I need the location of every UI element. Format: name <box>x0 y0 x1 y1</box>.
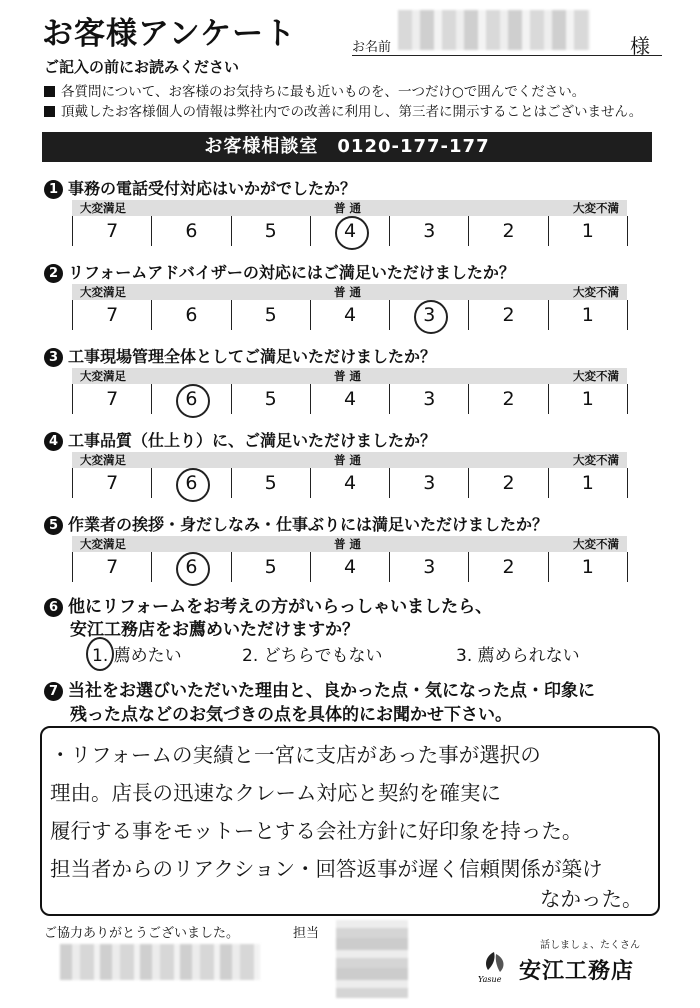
scale-label-left: 大変満足 <box>80 537 126 551</box>
question-number-badge: 2 <box>44 264 63 283</box>
q6-option-3[interactable]: 3. 薦められない <box>456 646 580 666</box>
thanks-message: ご協力ありがとうございました。 <box>44 926 240 941</box>
scale-label-right: 大変不満 <box>573 537 619 551</box>
rating-option-5[interactable]: 5 <box>232 552 311 582</box>
rating-option-1[interactable]: 1 <box>549 216 628 246</box>
company-tagline: 話しましょ、たくさん <box>540 940 640 951</box>
question-1-text: 1 事務の電話受付対応はいかがでしたか？ <box>44 176 356 199</box>
instructions-title: ご記入の前にお読みください <box>44 58 240 76</box>
q6-option-2[interactable]: 2. どちらでもない <box>242 646 383 666</box>
question-number-badge: 1 <box>44 180 63 199</box>
name-label: お名前 <box>352 40 392 55</box>
rating-scale-4 <box>72 452 627 502</box>
rating-option-7[interactable]: 7 <box>73 300 152 330</box>
question-4-text: 4 工事品質（仕上り）に、ご満足いただけましたか？ <box>44 428 436 451</box>
company-name: 安江工務店 <box>519 959 635 984</box>
rating-scale-3 <box>72 368 627 418</box>
rating-option-6[interactable]: 6 <box>152 216 231 246</box>
rating-option-4[interactable]: 4 <box>311 468 390 498</box>
comment-line-5: なかった。 <box>540 887 643 911</box>
comment-line-4: 担当者からのリアクション・回答返事が遅く信頼関係が築け <box>50 857 603 881</box>
scale-label-center: 普 通 <box>334 201 362 215</box>
rating-option-6-selected[interactable]: 6 <box>152 468 231 498</box>
rating-scale-5 <box>72 536 627 586</box>
rating-option-1[interactable]: 1 <box>549 300 628 330</box>
scale-label-center: 普 通 <box>334 369 362 383</box>
rating-option-1[interactable]: 1 <box>549 468 628 498</box>
note-2: 頂戴したお客様個人の情報は弊社内での改善に利用し、第三者に開示することはございません。 <box>44 100 642 120</box>
rating-option-7[interactable]: 7 <box>73 552 152 582</box>
scale-label-center: 普 通 <box>334 285 362 299</box>
redacted-stamp <box>336 920 408 998</box>
staff-label: 担当 <box>293 926 320 941</box>
rating-option-6-selected[interactable]: 6 <box>152 552 231 582</box>
rating-option-5[interactable]: 5 <box>232 468 311 498</box>
rating-options <box>72 384 628 414</box>
name-underline <box>352 55 662 56</box>
rating-option-5[interactable]: 5 <box>232 384 311 414</box>
comment-line-3: 履行する事をモットーとする会社方針に好印象を持った。 <box>50 819 583 843</box>
rating-option-6[interactable]: 6 <box>152 300 231 330</box>
rating-options <box>72 552 628 582</box>
scale-label-right: 大変不満 <box>573 201 619 215</box>
comment-line-1: ・リフォームの実績と一宮に支店があった事が選択の <box>50 743 541 767</box>
rating-option-2[interactable]: 2 <box>469 216 548 246</box>
logo-text: Yasue <box>478 975 502 984</box>
rating-option-1[interactable]: 1 <box>549 384 628 414</box>
square-bullet-icon <box>44 106 55 117</box>
rating-option-3[interactable]: 3 <box>390 468 469 498</box>
rating-scale-2 <box>72 284 627 334</box>
name-redacted <box>398 10 590 50</box>
scale-label-left: 大変満足 <box>80 369 126 383</box>
scale-label-left: 大変満足 <box>80 453 126 467</box>
note-1: 各質問について、お客様のお気持ちに最も近いものを、一つだけ○で囲んでください。 <box>44 80 585 100</box>
rating-option-3[interactable]: 3 <box>390 384 469 414</box>
rating-option-6-selected[interactable]: 6 <box>152 384 231 414</box>
scale-label-center: 普 通 <box>334 537 362 551</box>
square-bullet-icon <box>44 86 55 97</box>
redacted-text <box>60 944 260 980</box>
rating-option-4[interactable]: 4 <box>311 552 390 582</box>
rating-option-3[interactable]: 3 <box>390 216 469 246</box>
q6-line2: 安江工務店をお薦めいただけますか？ <box>70 620 359 640</box>
rating-option-7[interactable]: 7 <box>73 216 152 246</box>
question-number-badge: 6 <box>44 598 63 617</box>
question-number-badge: 7 <box>44 682 63 701</box>
rating-option-4-selected[interactable]: 4 <box>311 216 390 246</box>
rating-option-3[interactable]: 3 <box>390 552 469 582</box>
rating-option-7[interactable]: 7 <box>73 468 152 498</box>
rating-option-5[interactable]: 5 <box>232 300 311 330</box>
rating-option-2[interactable]: 2 <box>469 552 548 582</box>
rating-scale-1 <box>72 200 627 250</box>
rating-option-3-selected[interactable]: 3 <box>390 300 469 330</box>
rating-options <box>72 468 628 498</box>
scale-label-center: 普 通 <box>334 453 362 467</box>
q7-line2: 残った点などのお気づきの点を具体的にお聞かせ下さい。 <box>70 705 512 725</box>
customer-hotline-banner: お客様相談室 0120-177-177 <box>42 132 652 162</box>
question-3-text: 3 工事現場管理全体としてご満足いただけましたか？ <box>44 344 436 367</box>
q7-line1: 7 当社をお選びいただいた理由と、良かった点・気になった点・印象に <box>70 676 595 701</box>
question-number-badge: 4 <box>44 432 63 451</box>
q6-line1: 6 他にリフォームをお考えの方がいらっしゃいましたら、 <box>70 592 492 617</box>
scale-label-left: 大変満足 <box>80 201 126 215</box>
rating-option-5[interactable]: 5 <box>232 216 311 246</box>
question-number-badge: 3 <box>44 348 63 367</box>
question-number-badge: 5 <box>44 516 63 535</box>
rating-options <box>72 216 628 246</box>
rating-option-4[interactable]: 4 <box>311 300 390 330</box>
rating-option-7[interactable]: 7 <box>73 384 152 414</box>
question-5-text: 5 作業者の挨拶・身だしなみ・仕事ぶりには満足いただけましたか？ <box>44 512 548 535</box>
survey-title: お客様アンケート <box>42 16 297 52</box>
scale-label-right: 大変不満 <box>573 453 619 467</box>
rating-option-2[interactable]: 2 <box>469 468 548 498</box>
rating-options <box>72 300 628 330</box>
question-2-text: 2 リフォームアドバイザーの対応にはご満足いただけましたか？ <box>44 260 515 283</box>
company-logo-icon <box>474 946 514 986</box>
scale-label-left: 大変満足 <box>80 285 126 299</box>
comment-line-2: 理由。店長の迅速なクレーム対応と契約を確実に <box>50 781 501 805</box>
scale-label-right: 大変不満 <box>573 369 619 383</box>
rating-option-1[interactable]: 1 <box>549 552 628 582</box>
rating-option-4[interactable]: 4 <box>311 384 390 414</box>
rating-option-2[interactable]: 2 <box>469 300 548 330</box>
honorific: 様 <box>630 34 650 58</box>
rating-option-2[interactable]: 2 <box>469 384 548 414</box>
q6-option-1[interactable]: 1. 薦めたい <box>92 641 182 666</box>
scale-label-right: 大変不満 <box>573 285 619 299</box>
